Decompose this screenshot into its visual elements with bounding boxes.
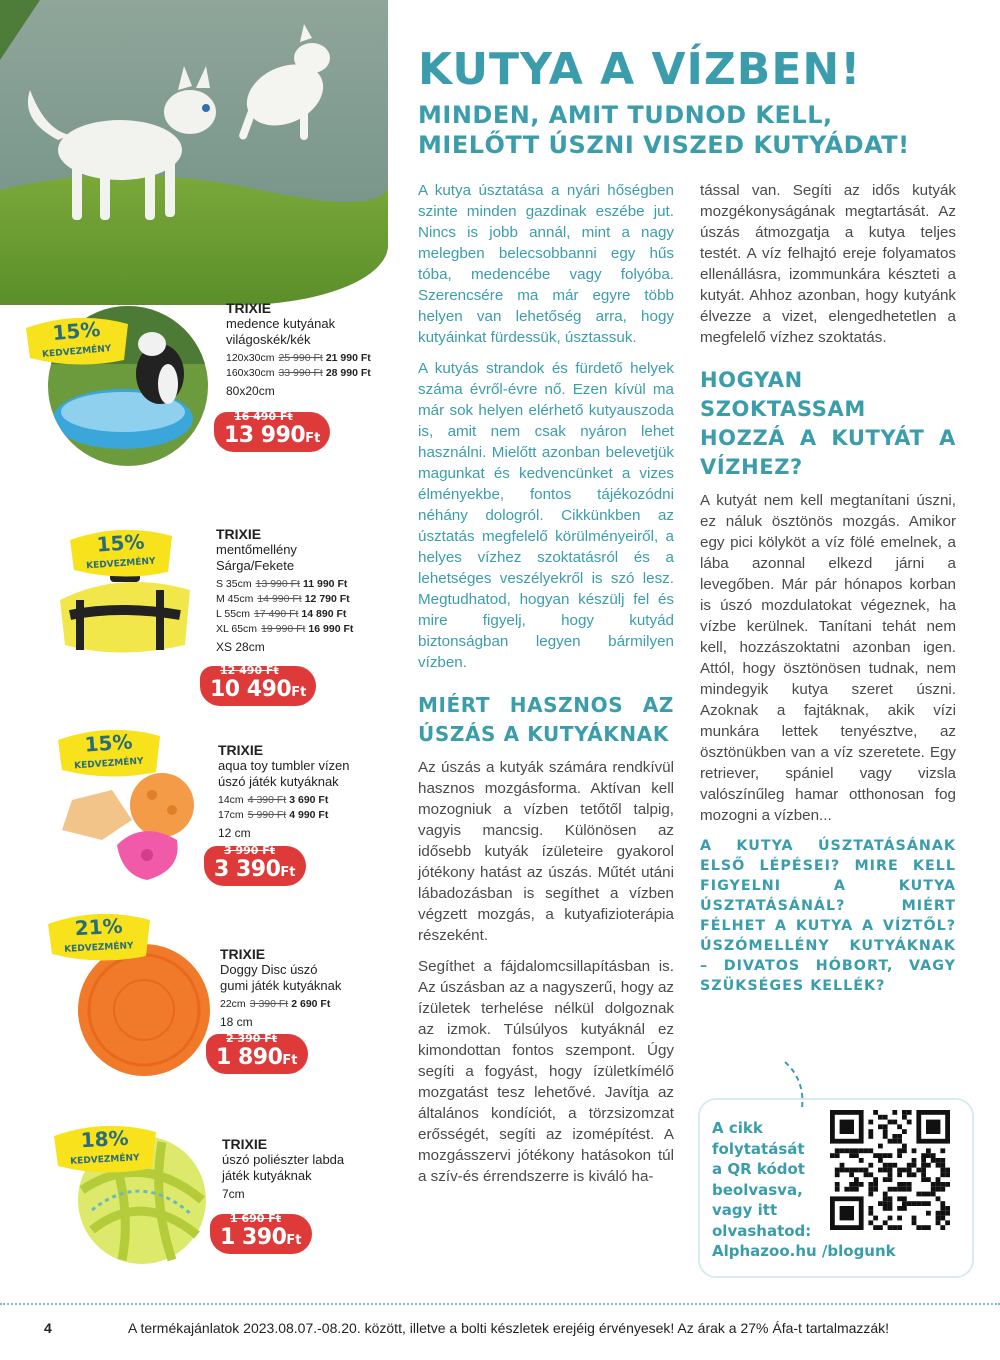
discount-badge — [50, 1118, 160, 1183]
variant-row: M 45cm 14 990 Ft 12 790 Ft — [216, 593, 350, 605]
old-price: 16 490 Ft — [234, 410, 293, 423]
price-tag — [206, 1034, 308, 1074]
paragraph: A kutyát nem kell megtanítani úszni, ez náluk ösztönös mozgás. Amikor egy pici kölyköt a víz fölé emelnek, a lába azonnal elkezd járni a levegőben. Már pár hónapos korban is úszó mozdulatokat végeznek, ha vízbe kerülnek. Tanítani tehát nem kell, hozzászoktatni azonban igen. Attól, hogy ösztönösen tudnak, nem mindegyik kutya szeret úszni. Azoknak a fajtáknak, akik vízi munkára lettek tenyésztve, az ösztönükben van a víz szeretete. Egy retriever, spániel vagy vizsla valószínűleg hamar otthonosan fog mozogni a vízben... — [700, 492, 956, 824]
discount-word: KEDVEZMÉNY — [41, 344, 112, 361]
article-column-2 — [700, 180, 956, 1006]
subtitle-line-2: MIELŐTT ÚSZNI VISZED KUTYÁDAT! — [418, 131, 910, 159]
subtitle-line-1: MINDEN, AMIT TUDNOD KELL, — [418, 101, 833, 129]
variant-row: L 55cm 17 490 Ft 14 890 Ft — [216, 608, 347, 620]
variant-row: 14cm 4 390 Ft 3 690 Ft — [218, 794, 329, 806]
discount-word: KEDVEZMÉNY — [85, 556, 156, 572]
old-price: 3 990 Ft — [224, 844, 276, 857]
discount-badge — [54, 722, 164, 787]
discount-word: KEDVEZMÉNY — [69, 1153, 140, 1167]
article-column-1 — [418, 180, 674, 1197]
price-currency: Ft — [282, 1053, 298, 1068]
discount-pct: 21% — [74, 913, 124, 941]
product-size: 80x20cm — [226, 384, 275, 398]
price-tag — [210, 1214, 312, 1254]
price-tag — [200, 666, 316, 706]
product-info — [218, 742, 368, 840]
qr-callout-text — [712, 1118, 896, 1262]
old-price: 1 690 Ft — [230, 1212, 282, 1225]
product-info — [220, 946, 370, 1029]
discount-pct: 15% — [95, 529, 146, 557]
discount-pct: 15% — [83, 729, 134, 757]
product-name-line: játék kutyáknak — [222, 1168, 312, 1183]
discount-pct: 18% — [80, 1125, 130, 1153]
product-brand: TRIXIE — [220, 946, 266, 962]
paragraph: tással van. Segíti az idős kutyák mozgékonyságának megtartását. Az úszás átmozgatja a kutya teljes testét. A víz felhajtó ereje folyamatos ellenállásra, izommunkára készteti a kutyát. Ahhoz azonban, hogy kutyánk élvezze a vizet, elengedhetetlen a megfelelő vízhez szoktatás. — [700, 182, 956, 346]
qr-line: A cikk — [712, 1119, 763, 1137]
discount-word: KEDVEZMÉNY — [63, 941, 134, 955]
product-name-line: Sárga/Fekete — [216, 558, 295, 573]
discount-badge — [22, 310, 132, 375]
intro-paragraph: A kutya úsztatása a nyári hőségben szinte minden gazdinak eszébe jut. Nincs is jobb annál, mint a nagy melegben belecsobbanni egy hűs tóba, medencébe vagy folyóba. Szerencsére ma már egyre több helyen van lehetőség arra, hogy kutyáinkat fürdessük, úsztassuk. — [418, 182, 674, 346]
qr-line: beolvasva, — [712, 1180, 803, 1199]
variant-row: 160x30cm 33 990 Ft 28 990 Ft — [226, 367, 371, 379]
price-currency: Ft — [286, 1233, 302, 1248]
discount-badge — [66, 522, 176, 587]
product-name-line: aqua toy tumbler vízen — [218, 758, 350, 773]
price-tag — [214, 412, 330, 452]
product-brand: TRIXIE — [216, 526, 262, 542]
section-heading: MIÉRT HASZNOS AZ ÚSZÁS A KUTYÁKNAK — [418, 693, 674, 746]
product-name-line: gumi játék kutyáknak — [220, 978, 342, 993]
footer-disclaimer: A termékajánlatok 2023.08.07.-08.20. között, illetve a bolti készletek erejéig érvényesek! Az árak a 27% Áfa-t tartalmazzák! — [128, 1320, 890, 1336]
product-name-line: úszó játék kutyáknak — [218, 774, 339, 789]
paragraph: Az úszás a kutyák számára rendkívül hasznos mozgásforma. Aktívan kell mozogniuk a vízben tetőtől talpig, vagyis mancsig. Különösen az idősebb kutyák ízületeire gyakorol jótékony hatást az úszás. Műtét utáni lábadozásban is segíthet a vízben végzett mozgás, a kutyafizioterápia részeként. — [418, 759, 674, 944]
product-size: XS 28cm — [216, 640, 265, 654]
price-value: 10 490 — [210, 677, 292, 702]
old-price: 2 390 Ft — [226, 1032, 278, 1045]
product-info — [222, 1136, 372, 1201]
price-currency: Ft — [291, 685, 307, 700]
qr-line: vagy itt — [712, 1201, 778, 1219]
price-value: 1 390 — [220, 1225, 287, 1250]
page-number: 4 — [44, 1320, 52, 1336]
product-brand: TRIXIE — [222, 1136, 268, 1152]
product-name-line: medence kutyának — [226, 316, 336, 331]
qr-line: olvashatod: — [712, 1221, 812, 1240]
footer-divider — [0, 1303, 1000, 1307]
old-price: 12 490 Ft — [220, 664, 279, 677]
teaser-questions: A KUTYA ÚSZTATÁSÁNAK ELSŐ LÉPÉSEI? MIRE KELL FIGYELNI A KUTYA ÚSZTATÁSÁNÁL? MIÉRT FÉLHET A KUTYA A VÍZTŐL? ÚSZÓMELLÉNY KUTYÁKNAK – DIVATOS HÓBORT, VAGY SZÜKSÉGES KELLÉK? — [700, 838, 956, 994]
product-size: 18 cm — [220, 1015, 253, 1029]
paragraph: A kutyás strandok és fürdető helyek száma évről-évre nő. Ezen kívül ma már sok helyen elérhető kutyauszoda is, amit nem csak nyáron lehet használni. Mielőtt azonban belevetjük magunkat és kedvencünket a vizes élményekbe, fontos tájékozódni néhány dologról. Cikkünkben az úsztatás megfelelő körülményeiről, a helyes vízhez szoktatásról és a lehetséges veszélyekről is szó lesz. Megtudhatod, hogyan készülj fel és mire figyelj, hogy kutyád biztonságban legyen bármilyen vízben. — [418, 360, 674, 671]
product-info — [216, 526, 366, 654]
page-title: KUTYA A VÍZBEN! — [418, 44, 862, 95]
product-size: 7cm — [222, 1187, 245, 1201]
price-value: 3 390 — [214, 857, 281, 882]
variant-row: XL 65cm 19 990 Ft 16 990 Ft — [216, 623, 354, 635]
page-subtitle — [418, 100, 978, 160]
price-value: 13 990 — [224, 423, 306, 448]
qr-code-icon[interactable] — [830, 1106, 950, 1234]
hero-photo — [0, 0, 388, 305]
price-currency: Ft — [280, 865, 296, 880]
product-name-line: Doggy Disc úszó — [220, 962, 318, 977]
discount-badge — [44, 906, 154, 971]
product-brand: TRIXIE — [218, 742, 264, 758]
blog-link[interactable]: Alphazoo.hu /blogunk — [712, 1242, 896, 1260]
product-name-line: világoskék/kék — [226, 332, 311, 347]
product-name-line: mentőmellény — [216, 542, 297, 557]
product-name-line: úszó poliészter labda — [222, 1152, 345, 1167]
section-heading: HOGYAN SZOKTASSAM HOZZÁ A KUTYÁT A VÍZHEZ? — [700, 368, 956, 479]
product-info — [226, 300, 376, 398]
variant-row: 120x30cm 25 990 Ft 21 990 Ft — [226, 352, 371, 364]
discount-pct: 15% — [51, 316, 102, 346]
price-currency: Ft — [305, 431, 321, 446]
qr-line: a QR kódot — [712, 1160, 805, 1178]
product-size: 12 cm — [218, 826, 251, 840]
paragraph: Segíthet a fájdalomcsillapításban is. Az úszásban az a nagyszerű, hogy az ízületek terhelése nélkül dolgoznak az izmok. Túlsúlyos kutyáknál ez kimondottan fontos szempont. Úgy segíti a fogyást, hogy ízületkímélő mozgatást tesz lehetővé. Javítja az általános kondíciót, a törzsizomzat erősségét, segíti az izomépítést. A mozgásszervi jótékony hatásokon túl a szív-és érrendszerre is kiváló ha- — [418, 958, 674, 1185]
price-tag — [204, 846, 306, 886]
variant-row: S 35cm 13 990 Ft 11 990 Ft — [216, 578, 348, 590]
price-value: 1 890 — [216, 1045, 283, 1070]
variant-row: 17cm 5 990 Ft 4 990 Ft — [218, 809, 329, 821]
variant-row: 22cm 3 390 Ft 2 690 Ft — [220, 998, 331, 1010]
discount-word: KEDVEZMÉNY — [73, 756, 144, 772]
qr-line: folytatását — [712, 1139, 805, 1158]
product-brand: TRIXIE — [226, 300, 272, 316]
